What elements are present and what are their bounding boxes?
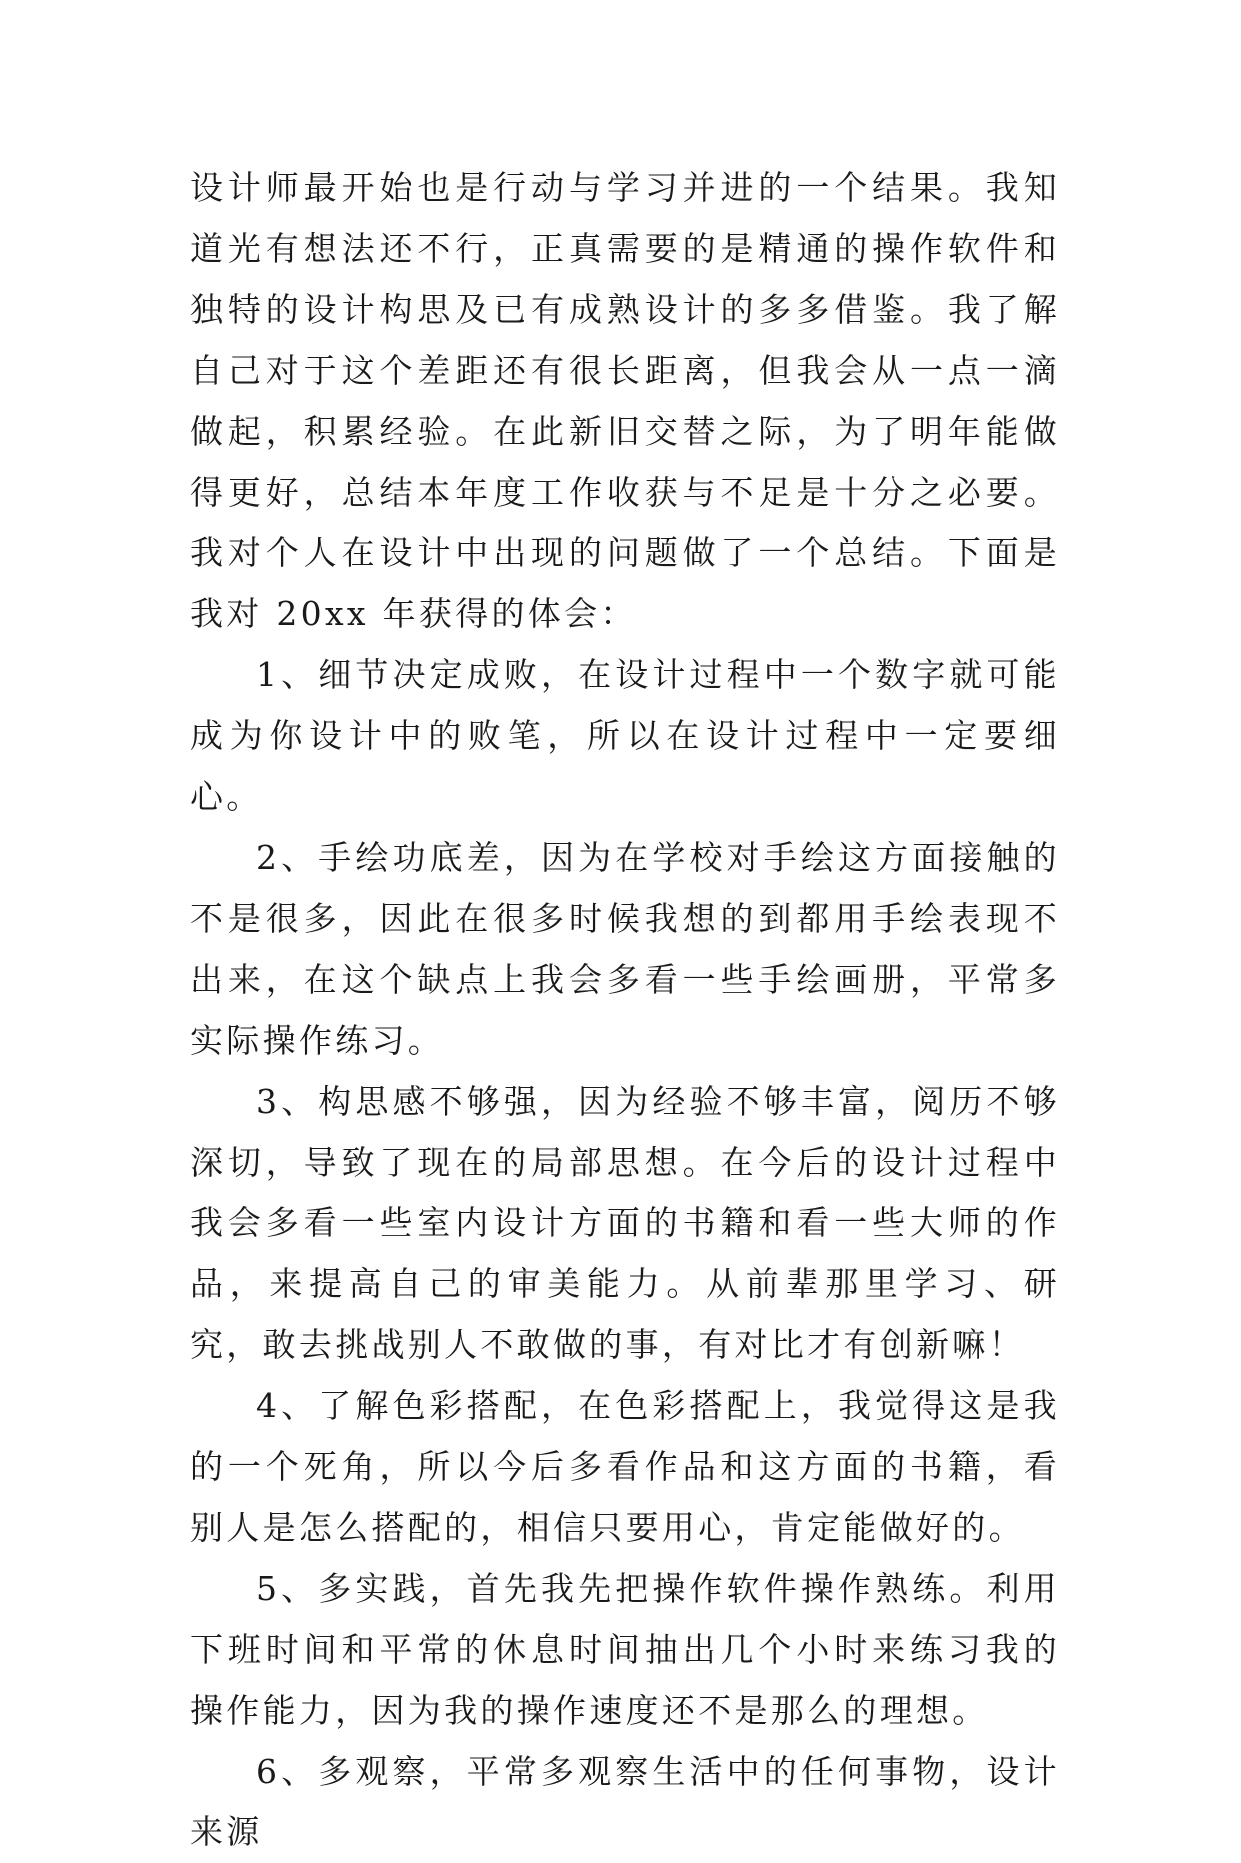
- paragraph-item-3: 3、构思感不够强，因为经验不够丰富，阅历不够深切，导致了现在的局部思想。在今后的设计过程中我会多看一些室内设计方面的书籍和看一些大师的作品，来提高自己的审美能力。从前辈那里学习、研究，敢去挑战别人不敢做的事，有对比才有创新嘛！: [190, 1081, 1060, 1365]
- paragraph-item-5: 5、多实践，首先我先把操作软件操作熟练。利用下班时间和平常的休息时间抽出几个小时来练习我的操作能力，因为我的操作速度还不是那么的理想。: [190, 1568, 1060, 1730]
- document-body: [190, 158, 1060, 1863]
- paragraph-item-6: 6、多观察，平常多观察生活中的任何事物，设计来源: [190, 1751, 1060, 1852]
- paragraph-item-1: 1、细节决定成败，在设计过程中一个数字就可能成为你设计中的败笔，所以在设计过程中一定要细心。: [190, 655, 1060, 817]
- paragraph-item-4: 4、了解色彩搭配，在色彩搭配上，我觉得这是我的一个死角，所以今后多看作品和这方面的书籍，看别人是怎么搭配的，相信只要用心，肯定能做好的。: [190, 1386, 1060, 1547]
- paragraph-intro: 设计师最开始也是行动与学习并进的一个结果。我知道光有想法还不行，正真需要的是精通的操作软件和独特的设计构思及已有成熟设计的多多借鉴。我了解自己对于这个差距还有很长距离，但我会从一点一滴做起，积累经验。在此新旧交替之际，为了明年能做得更好，总结本年度工作收获与不足是十分之必要。我对个人在设计中出现的问题做了一个总结。下面是我对 20xx 年获得的体会：: [190, 168, 1060, 634]
- paragraph-item-2: 2、手绘功底差，因为在学校对手绘这方面接触的不是很多，因此在很多时候我想的到都用手绘表现不出来，在这个缺点上我会多看一些手绘画册，平常多实际操作练习。: [190, 837, 1060, 1060]
